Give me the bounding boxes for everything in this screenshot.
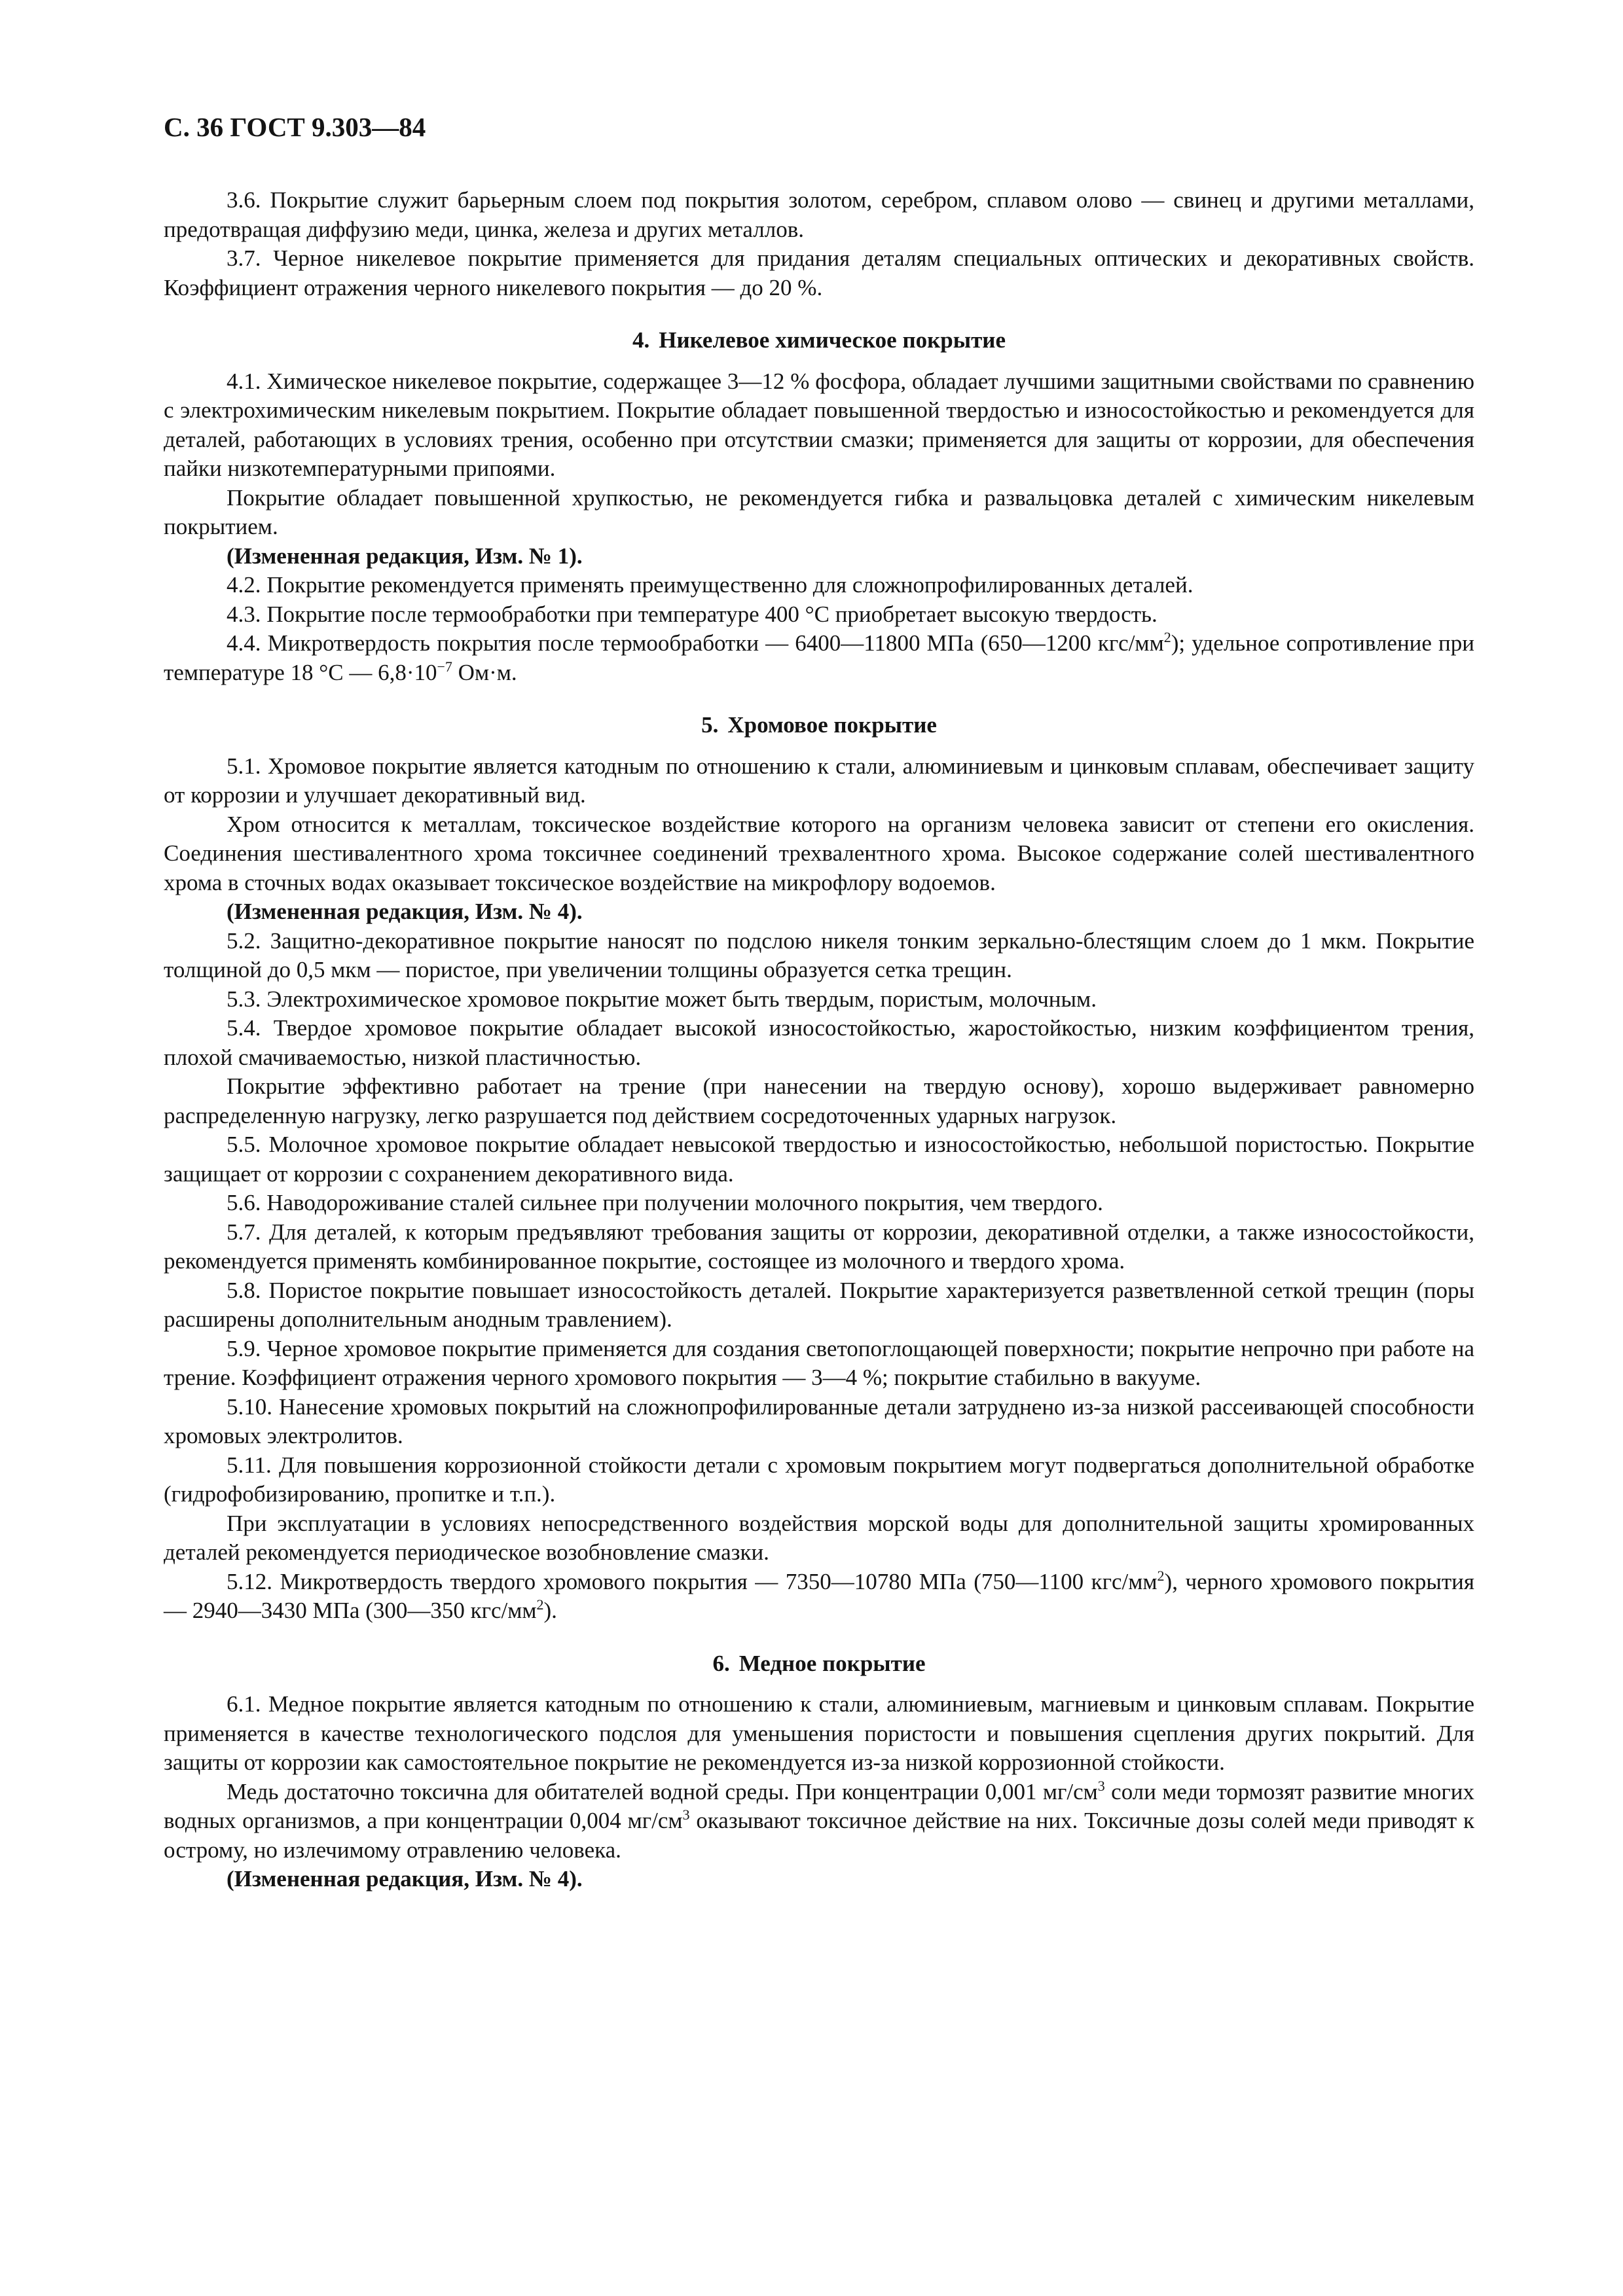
page-header: С. 36 ГОСТ 9.303—84 bbox=[164, 112, 426, 142]
paragraph-5-7: 5.7. Для деталей, к которым предъявляют требования защиты от коррозии, декоративной отделки, а также износостойкости, рекомендуется применять комбинированное покрытие, состоящее из молочного и твердого хрома. bbox=[164, 1219, 1474, 1274]
section-title-6 bbox=[164, 1649, 1474, 1679]
section-number: 6. bbox=[712, 1650, 730, 1676]
superscript: 2 bbox=[1157, 1567, 1165, 1584]
paragraph-5-2: 5.2. Защитно-декоративное покрытие наносят по подслою никеля тонким зеркально-блестящим слоем до 1 мкм. Покрытие толщиной до 0,5 мкм — пористое, при увеличении толщины образуется сетка трещин. bbox=[164, 927, 1474, 982]
paragraph-5-6: 5.6. Наводороживание сталей сильнее при получении молочного покрытия, чем твердого. bbox=[227, 1190, 1103, 1215]
paragraph-4-3: 4.3. Покрытие после термообработки при температуре 400 °С приобретает высокую твердость. bbox=[227, 601, 1158, 627]
paragraph-4-2: 4.2. Покрытие рекомендуется применять преимущественно для сложнопрофилированных деталей. bbox=[227, 572, 1194, 598]
paragraph-5-5: 5.5. Молочное хромовое покрытие обладает невысокой твердостью и износостойкостью, небольшой пористостью. Покрытие защищает от коррозии с сохранением декоративного вида. bbox=[164, 1132, 1474, 1187]
superscript: 3 bbox=[1097, 1777, 1105, 1794]
section-number: 5. bbox=[701, 712, 719, 738]
document-page bbox=[164, 111, 1474, 1894]
paragraph-5-1-toxicity: Хром относится к металлам, токсическое воздействие которого на организм человека зависит от степени его окисления. Соединения шестивалентного хрома токсичнее соединений трехвалентного хрома. Высокое содержание солей шестивалентного хрома в сточных водах оказывает токсическое воздействие на микрофлору водоемов. bbox=[164, 811, 1474, 895]
paragraph-5-12: 5.12. Микротвердость твердого хромового покрытия — 7350—10780 МПа (750—1100 кгс/$мм^2$), черного хромового покрытия — 2940—3430 МПа (300—350 кгс/$мм^2$). bbox=[164, 1567, 1474, 1623]
paragraph-4-1: 4.1. Химическое никелевое покрытие, содержащее 3—12 % фосфора, обладает лучшими защитными свойствами по сравнению с электрохимическим никелевым покрытием. Покрытие обладает повышенной твердостью и износостойкостью и рекомендуется для деталей, работающих в условиях трения, особенно при отсутствии смазки; применяется для защиты от коррозии, для обеспечения пайки низкотемпературными припоями. bbox=[164, 368, 1474, 481]
paragraph-5-10: 5.10. Нанесение хромовых покрытий на сложнопрофилированные детали затруднено из-за низкой рассеивающей способности хромовых электролитов. bbox=[164, 1393, 1474, 1448]
paragraph-5-8: 5.8. Пористое покрытие повышает износостойкость деталей. Покрытие характеризуется разветвленной сеткой трещин (поры расширены дополнительным анодным травлением). bbox=[164, 1277, 1474, 1332]
section-title-text: Медное покрытие bbox=[739, 1650, 926, 1676]
superscript: −7 bbox=[437, 658, 452, 675]
paragraph-5-3: 5.3. Электрохимическое хромовое покрытие может быть твердым, пористым, молочным. bbox=[227, 986, 1097, 1012]
paragraph-5-11-sea: При эксплуатации в условиях непосредственного воздействия морской воды для дополнительной защиты хромированных деталей рекомендуется периодическое возобновление смазки. bbox=[164, 1510, 1474, 1565]
superscript: 2 bbox=[536, 1596, 544, 1613]
revision-note: (Измененная редакция, Изм. № 1). bbox=[227, 543, 583, 569]
paragraph-4-1-note: Покрытие обладает повышенной хрупкостью, не рекомендуется гибка и развальцовка деталей с химическим никелевым покрытием. bbox=[164, 484, 1474, 539]
paragraph-3-7: 3.7. Черное никелевое покрытие применяется для придания деталям специальных оптических и декоративных свойств. Коэффициент отражения черного никелевого покрытия — до 20 %. bbox=[164, 245, 1474, 300]
paragraph-6-1-toxicity: Медь достаточно токсична для обитателей водной среды. При концентрации 0,001 $мг/см^3$ соли меди тормозят развитие многих водных организмов, а при концентрации 0,004 $мг/см^3$ оказывают токсичное действие на них. Токсичные дозы солей меди приводят к острому, но излечимому отравлению человека. bbox=[164, 1777, 1474, 1863]
revision-note: (Измененная редакция, Изм. № 4). bbox=[227, 1866, 583, 1892]
paragraph-5-11: 5.11. Для повышения коррозионной стойкости детали с хромовым покрытием могут подвергаться дополнительной обработке (гидрофобизированию, пропитке и т.п.). bbox=[164, 1452, 1474, 1507]
section-number: 4. bbox=[632, 327, 650, 353]
revision-note: (Измененная редакция, Изм. № 4). bbox=[227, 899, 583, 924]
superscript: 3 bbox=[682, 1806, 690, 1823]
paragraph-5-4: 5.4. Твердое хромовое покрытие обладает высокой износостойкостью, жаростойкостью, низким коэффициентом трения, плохой смачиваемостью, низкой пластичностью. bbox=[164, 1015, 1474, 1070]
paragraph-3-6: 3.6. Покрытие служит барьерным слоем под покрытия золотом, серебром, сплавом олово — свинец и другими металлами, предотвращая диффузию меди, цинка, железа и других металлов. bbox=[164, 187, 1474, 242]
paragraph-5-4-load: Покрытие эффективно работает на трение (при нанесении на твердую основу), хорошо выдерживает равномерно распределенную нагрузку, легко разрушается под действием сосредоточенных ударных нагрузок. bbox=[164, 1073, 1474, 1128]
section-title-text: Никелевое химическое покрытие bbox=[659, 327, 1006, 353]
section-title-5 bbox=[164, 711, 1474, 740]
superscript: 2 bbox=[1163, 629, 1171, 645]
paragraph-5-9: 5.9. Черное хромовое покрытие применяется для создания светопоглощающей поверхности; покрытие непрочно при работе на трение. Коэффициент отражения черного хромового покрытия — 3—4 %; покрытие стабильно в вакууме. bbox=[164, 1335, 1474, 1390]
paragraph-6-1: 6.1. Медное покрытие является катодным по отношению к стали, алюминиевым, магниевым и цинковым сплавам. Покрытие применяется в качестве технологического подслоя для уменьшения пористости и повышения сцепления других покрытий. Для защиты от коррозии как самостоятельное покрытие не рекомендуется из-за низкой коррозионной стойкости. bbox=[164, 1691, 1474, 1775]
section-title-4 bbox=[164, 326, 1474, 355]
paragraph-4-4: 4.4. Микротвердость покрытия после термообработки — 6400—11800 МПа (650—1200 кгс/$мм^2$); удельное сопротивление при температуре 18 °С — $6,8\cdot 10^{-7}$ Ом·м. bbox=[164, 629, 1474, 685]
section-title-text: Хромовое покрытие bbox=[727, 712, 937, 738]
paragraph-5-1: 5.1. Хромовое покрытие является катодным по отношению к стали, алюминиевым и цинковым сплавам, обеспечивает защиту от коррозии и улучшает декоративный вид. bbox=[164, 753, 1474, 808]
